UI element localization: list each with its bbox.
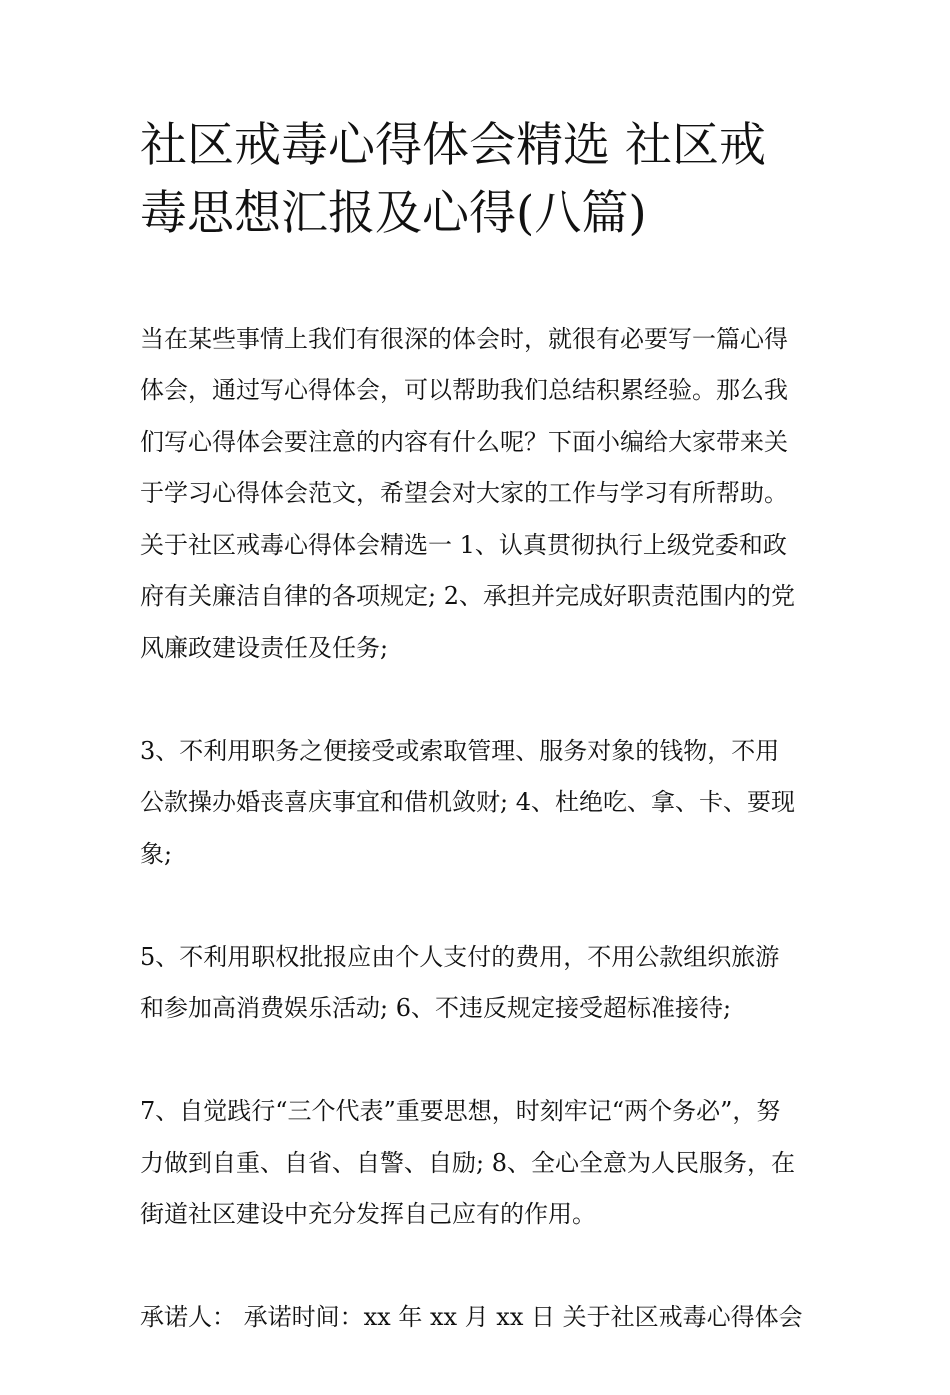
paragraph-intro: 当在某些事情上我们有很深的体会时，就很有必要写一篇心得 体会，通过写心得体会，可以帮助我们总结积累经验。那么我 们写心得体会要注意的内容有什么呢？下面小编给大家带来关 于学习心得体会范文，希望会对大家的工作与学习有所帮助。 关于社区戒毒心得体会精选一 1、认真贯彻执行上级党委和政 府有关廉洁自律的各项规定; 2、承担并完成好职责范围内的党 风廉政建设责任及任务;: [140, 324, 795, 662]
paragraph-item-3-4: 3、不利用职务之便接受或索取管理、服务对象的钱物，不用 公款操办婚丧喜庆事宜和借机敛财; 4、杜绝吃、拿、卡、要现 象;: [140, 736, 795, 868]
paragraph-item-5-6: 5、不利用职权批报应由个人支付的费用，不用公款组织旅游 和参加高消费娱乐活动; 6、不违反规定接受超标准接待;: [140, 942, 780, 1022]
document-title: 社区戒毒心得体会精选 社区戒 毒思想汇报及心得(八篇): [140, 118, 766, 241]
paragraph-signature: 承诺人： 承诺时间：xx 年 xx 月 xx 日 关于社区戒毒心得体会: [140, 1303, 803, 1331]
document-body: [140, 262, 815, 1395]
paragraph-item-7-8: 7、自觉践行“三个代表”重要思想，时刻牢记“两个务必”，努 力做到自重、自省、自警、自励; 8、全心全意为人民服务，在 街道社区建设中充分发挥自己应有的作用。: [140, 1097, 795, 1228]
document-content: [140, 112, 815, 1395]
